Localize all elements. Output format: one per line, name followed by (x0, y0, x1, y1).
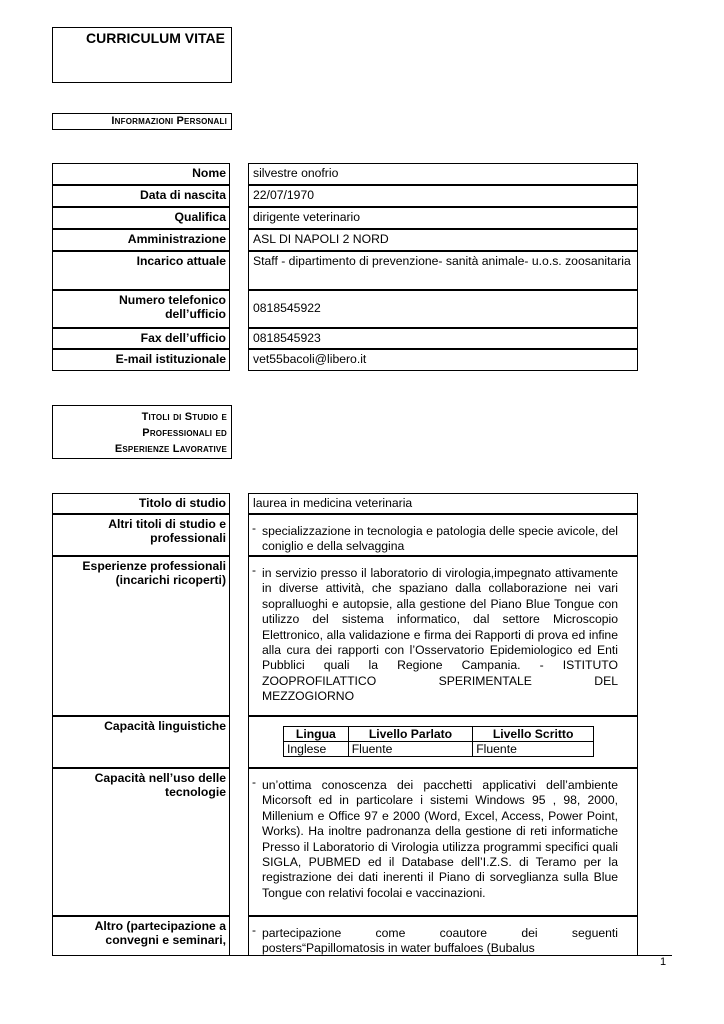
label-telefono (52, 290, 230, 328)
value-altro: partecipazione come coautore dei seguenti posters“Papillomatosis in water buffaloes (Bubalus (262, 926, 618, 956)
bullet-dash: - (252, 563, 256, 577)
header-livello-scritto: Livello Scritto (473, 727, 594, 742)
label-altri-titoli (52, 514, 230, 556)
label-esperienze-line1: Esperienze professionali (82, 559, 226, 573)
label-telefono-line1: Numero telefonico (119, 293, 226, 307)
footer-rule (52, 955, 672, 956)
bullet-dash: - (252, 775, 256, 789)
label-tecnologie-line1: Capacità nell’uso delle (94, 771, 226, 785)
language-table-header (284, 727, 594, 742)
label-altro-line1: Altro (partecipazione a (94, 919, 226, 933)
page-number: 1 (660, 956, 667, 968)
value-nome: silvestre onofrio (248, 163, 638, 185)
bullet-dash: - (252, 923, 256, 937)
cv-title-box (52, 27, 232, 83)
label-incarico: Incarico attuale (52, 251, 230, 290)
value-titolo-studio: laurea in medicina veterinaria (248, 493, 638, 514)
label-data-nascita: Data di nascita (52, 185, 230, 207)
language-table (283, 726, 594, 757)
label-esperienze (52, 556, 230, 716)
section-header-titoli (52, 405, 232, 459)
label-lingue: Capacità linguistiche (52, 716, 230, 768)
cell-livello-parlato: Fluente (348, 742, 473, 757)
label-tecnologie-line2: tecnologie (165, 785, 226, 799)
label-altri-titoli-line1: Altri titoli di studio e (108, 517, 226, 531)
value-esperienze-text: in servizio presso il laboratorio di virologia,impegnato attivamente in diverse attività, che spaziano dalla collaborazione nei vari sopralluoghi e autopsie, alla gestione del Piano Blue Tongue con utilizzo del sistema informatico, dal settore Microscopio Elettronico, alla validazione e firma dei Rapporti di prova ed infine alla cura dei rapporti con l’Osservatorio Epidemiologico ed Enti Pubblici quali la Regione Campania. - ISTITUTO ZOOPROFILATTICO SPERIMENTALE DEL (262, 566, 618, 688)
label-tecnologie (52, 768, 230, 916)
value-fax: 0818545923 (248, 328, 638, 349)
value-esperienze (262, 566, 618, 705)
value-tecnologie: un’ottima conoscenza dei pacchetti applicativi dell’ambiente Micorsoft ed in particolare i sistemi Windows 95 , 98, 2000, Millenium e Office 97 e 2000 (Word, Excel, Access, Power Point, Works). Ha inoltre padronanza della gestione di reti informatiche Presso il Laboratorio di Virologia utilizza programmi specifici quali SIGLA, PUBMED ed il Database dell’I.Z.S. di Teramo per la registrazione dei dati inerenti il Piano di sorveglianza sulla Blue Tongue con relativi focolai e vaccinazioni. (262, 778, 618, 900)
bullet-dash: - (252, 521, 256, 535)
label-email: E-mail istituzionale (52, 349, 230, 371)
label-amministrazione: Amministrazione (52, 229, 230, 251)
cell-lingua: Inglese (284, 742, 349, 757)
cv-title: CURRICULUM VITAE (86, 30, 225, 46)
label-titolo-studio: Titolo di studio (52, 493, 230, 514)
value-data-nascita: 22/07/1970 (248, 185, 638, 207)
header-livello-parlato: Livello Parlato (348, 727, 473, 742)
label-fax: Fax dell’ufficio (52, 328, 230, 349)
section-titoli-line2: Professionali ed (142, 427, 227, 439)
section-titoli-line3: Esperienze Lavorative (114, 443, 227, 455)
label-esperienze-line2: (incarichi ricoperti) (115, 573, 226, 587)
value-esperienze-tail: MEZZOGIORNO (262, 689, 355, 704)
value-incarico: Staff - dipartimento di prevenzione- sanità animale- u.o.s. zoosanitaria (248, 251, 638, 290)
value-amministrazione: ASL DI NAPOLI 2 NORD (248, 229, 638, 251)
label-nome: Nome (52, 163, 230, 185)
section-header-personal (52, 113, 232, 130)
value-email: vet55bacoli@libero.it (248, 349, 638, 371)
label-qualifica: Qualifica (52, 207, 230, 229)
section-titoli-line1: Titoli di Studio e (141, 411, 227, 423)
cell-livello-scritto: Fluente (473, 742, 594, 757)
value-qualifica: dirigente veterinario (248, 207, 638, 229)
label-altro-line2: convegni e seminari, (105, 933, 226, 947)
value-altri-titoli: specializzazione in tecnologia e patologia delle specie avicole, del coniglio e della selvaggina (262, 524, 618, 554)
value-telefono: 0818545922 (248, 290, 638, 328)
label-telefono-line2: dell’ufficio (165, 307, 226, 321)
header-lingua: Lingua (284, 727, 349, 742)
label-altri-titoli-line2: professionali (150, 531, 226, 545)
section-personal-label: Informazioni Personali (111, 115, 227, 127)
table-row (284, 742, 594, 757)
label-altro (52, 916, 230, 956)
